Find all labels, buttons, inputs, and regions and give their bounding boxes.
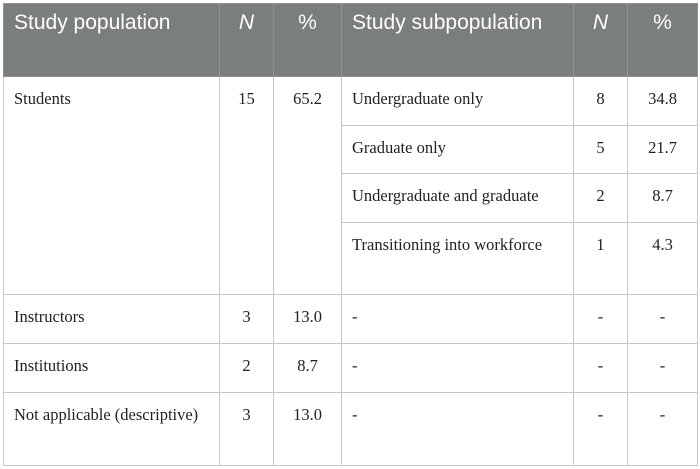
subpopulation-cell: - — [342, 295, 574, 344]
subpopulation-n-cell: - — [574, 295, 628, 344]
table-row — [4, 77, 698, 126]
subpopulation-percent-cell: 34.8 — [628, 77, 698, 126]
header-row — [4, 4, 698, 77]
population-n-cell: 15 — [220, 77, 274, 295]
subpopulation-percent-cell: 4.3 — [628, 222, 698, 295]
subpopulation-cell: Graduate only — [342, 125, 574, 173]
subpopulation-cell: - — [342, 393, 574, 466]
table-row — [4, 295, 698, 344]
header-n: N — [220, 4, 274, 77]
subpopulation-n-cell: 1 — [574, 222, 628, 295]
population-cell: Students — [4, 77, 220, 295]
population-n-cell: 3 — [220, 393, 274, 466]
header-sub-n: N — [574, 4, 628, 77]
header-sub-percent: % — [628, 4, 698, 77]
population-n-cell: 2 — [220, 344, 274, 393]
population-percent-cell: 13.0 — [274, 295, 342, 344]
subpopulation-cell: Undergraduate only — [342, 77, 574, 126]
population-percent-cell: 65.2 — [274, 77, 342, 295]
subpopulation-cell: - — [342, 344, 574, 393]
header-study-population: Study population — [4, 4, 220, 77]
population-cell: Not applicable (descriptive) — [4, 393, 220, 466]
population-cell: Institutions — [4, 344, 220, 393]
subpopulation-n-cell: 5 — [574, 125, 628, 173]
header-percent: % — [274, 4, 342, 77]
population-n-cell: 3 — [220, 295, 274, 344]
header-study-subpopulation: Study subpopulation — [342, 4, 574, 77]
subpopulation-n-cell: 2 — [574, 173, 628, 222]
subpopulation-percent-cell: 21.7 — [628, 125, 698, 173]
population-percent-cell: 13.0 — [274, 393, 342, 466]
subpopulation-percent-cell: - — [628, 393, 698, 466]
population-percent-cell: 8.7 — [274, 344, 342, 393]
subpopulation-cell: Transitioning into workforce — [342, 222, 574, 295]
subpopulation-percent-cell: 8.7 — [628, 173, 698, 222]
study-population-table — [3, 3, 698, 466]
subpopulation-n-cell: - — [574, 393, 628, 466]
subpopulation-percent-cell: - — [628, 295, 698, 344]
population-cell: Instructors — [4, 295, 220, 344]
table-row — [4, 344, 698, 393]
subpopulation-n-cell: 8 — [574, 77, 628, 126]
table-row — [4, 393, 698, 466]
subpopulation-percent-cell: - — [628, 344, 698, 393]
subpopulation-cell: Undergraduate and graduate — [342, 173, 574, 222]
subpopulation-n-cell: - — [574, 344, 628, 393]
